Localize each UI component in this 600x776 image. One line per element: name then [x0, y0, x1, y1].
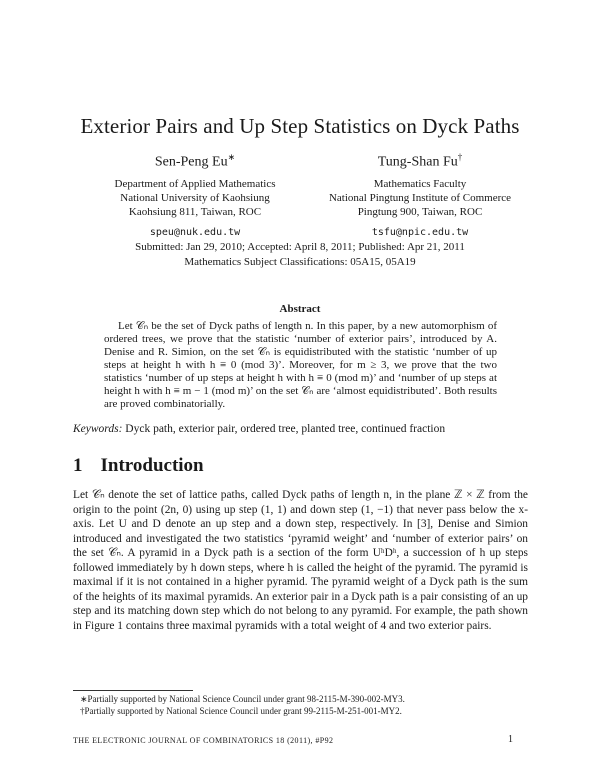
affiliation-line: Mathematics Faculty: [373, 177, 467, 190]
footnote-mark: †: [457, 152, 463, 162]
classification-line: Mathematics Subject Classifications: 05A15, 05A19: [184, 256, 416, 268]
author-name: Tung-Shan Fu: [377, 154, 458, 170]
keywords-text: Dyck path, exterior pair, ordered tree, planted tree, continued fraction: [125, 423, 446, 435]
author-block-1: [80, 150, 310, 240]
footnote-mark: ∗: [227, 152, 236, 162]
dates-line: Submitted: Jan 29, 2010; Accepted: April 8, 2011; Published: Apr 21, 2011: [135, 241, 465, 253]
footnotes: [80, 693, 530, 717]
footnote: †Partially supported by National Science Council under grant 99-2115-M-251-001-MY2.: [80, 706, 402, 716]
keywords-label: Keywords:: [73, 423, 123, 435]
author-email[interactable]: speu@nuk.edu.tw: [149, 226, 241, 238]
footnote: ∗Partially supported by National Science Council under grant 98-2115-M-390-002-MY3.: [80, 694, 405, 704]
affiliation-line: Kaohsiung 811, Taiwan, ROC: [128, 205, 262, 218]
journal-footer: THE ELECTRONIC JOURNAL OF COMBINATORICS 18 (2011), #P92: [73, 736, 334, 745]
publication-dates: [0, 240, 600, 270]
author-email[interactable]: tsfu@npic.edu.tw: [371, 226, 469, 238]
affiliation-line: Pingtung 900, Taiwan, ROC: [357, 205, 483, 218]
author-name: Sen-Peng Eu: [154, 154, 228, 170]
abstract-text: Let 𝒞ₙ be the set of Dyck paths of length n. In this paper, by a new automorphism of ordered trees, we prove that the statistic ‘number of exterior pairs’, introduced by A. Denise and R. Simion, on the set 𝒞ₙ is equidistributed with the statistic ‘number of up steps at height h with h ≡ 0 (mod 3)’. Moreover, for m ≥ 3, we prove that the two statistics ‘number of up steps at height h with h ≡ 0 (mod m)’ and ‘number of up steps at height h with h ≡ m − 1 (mod m)’ on the set 𝒞ₙ are ‘almost equidistributed’. Both results are proved combinatorially.: [104, 320, 497, 410]
abstract-heading: Abstract: [279, 303, 321, 315]
affiliation-line: Department of Applied Mathematics: [114, 177, 276, 190]
section-number: 1: [73, 455, 83, 476]
affiliation-line: National Pingtung Institute of Commerce: [328, 191, 512, 204]
page-number: 1: [508, 734, 513, 745]
footnote-rule: [73, 690, 193, 691]
author-block-2: [300, 150, 540, 240]
section-heading: [73, 455, 204, 477]
affiliation-line: National University of Kaohsiung: [120, 191, 270, 204]
paper-title: Exterior Pairs and Up Step Statistics on Dyck Paths: [80, 114, 520, 138]
section-title: Introduction: [100, 455, 204, 476]
introduction-text: Let 𝒞ₙ denote the set of lattice paths, called Dyck paths of length n, in the plane ℤ × ℤ from the origin to the point (2n, 0) using up step (1, 1) and down step (1, −1) that never pass below the x-axis. Let U and D denote an up step and a down step, respectively. In [3], Denise and Simion introduced and investigated the two statistics ‘pyramid weight’ and ‘number of exterior pairs’ on the set 𝒞ₙ. A pyramid in a Dyck path is a section of the form UʰDʰ, a succession of h up steps followed immediately by h down steps, where h is called the height of the pyramid. The pyramid is maximal if it is not contained in a higher pyramid. The pyramid weight of a Dyck path is the sum of the heights of its maximal pyramids. An exterior pair in a Dyck path is a pair consisting of an up step and its matching down step which do not belong to any pyramid. For example, the path shown in Figure 1 contains three maximal pyramids with a total weight of 4 and two exterior pairs.: [73, 489, 528, 632]
keywords: [73, 423, 533, 435]
